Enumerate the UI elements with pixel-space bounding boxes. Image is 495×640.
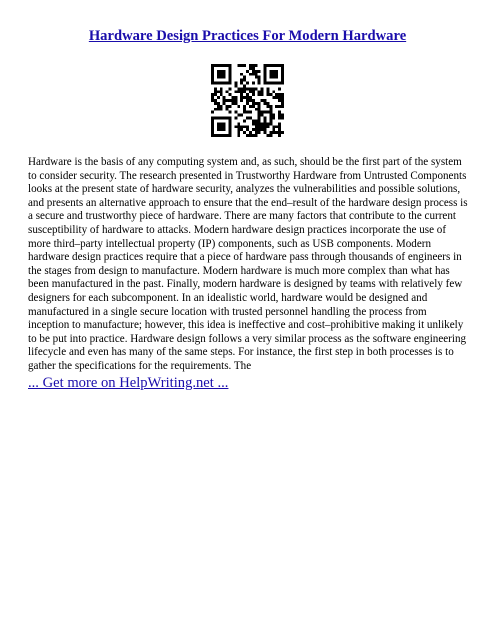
get-more-link[interactable]: ... Get more on HelpWriting.net ... [28,375,229,391]
qr-code-icon [211,64,284,137]
document-title-link[interactable]: Hardware Design Practices For Modern Hardware [88,28,407,44]
document-body-text: Hardware is the basis of any computing system and, as such, should be the first part of the system to consider security. The research presented in Trustworthy Hardware from Untrusted Components looks at the present state of hardware security, analyzes the vulnerabilities and possible solutions, and presents an alternative approach to ensure that the end–result of the hardware design process is a secure and trustworthy piece of hardware. There are many factors that contribute to the current susceptibility of hardware to attacks. Modern hardware design practices incorporate the use of more third–party intellectual property (IP) components, such as USB components. Modern hardware design practices require that a piece of hardware pass through thousands of engineers in the stages from design to manufacture. Modern hardware is much more complex than what has been manufactured in the past. Finally, modern hardware is designed by teams with relatively few designers for each subcomponent. In an idealistic world, hardware would be designed and manufactured in a single secure location with trusted personnel handling the process from inception to manufacture; however, this idea is ineffective and cost–prohibitive making it unlikely to be put into practice. Hardware design follows a very similar process as the software engineering lifecycle and even has many of the same steps. For instance, the first step in both processes is to gather the specifications for the requirements. The [28,156,468,372]
